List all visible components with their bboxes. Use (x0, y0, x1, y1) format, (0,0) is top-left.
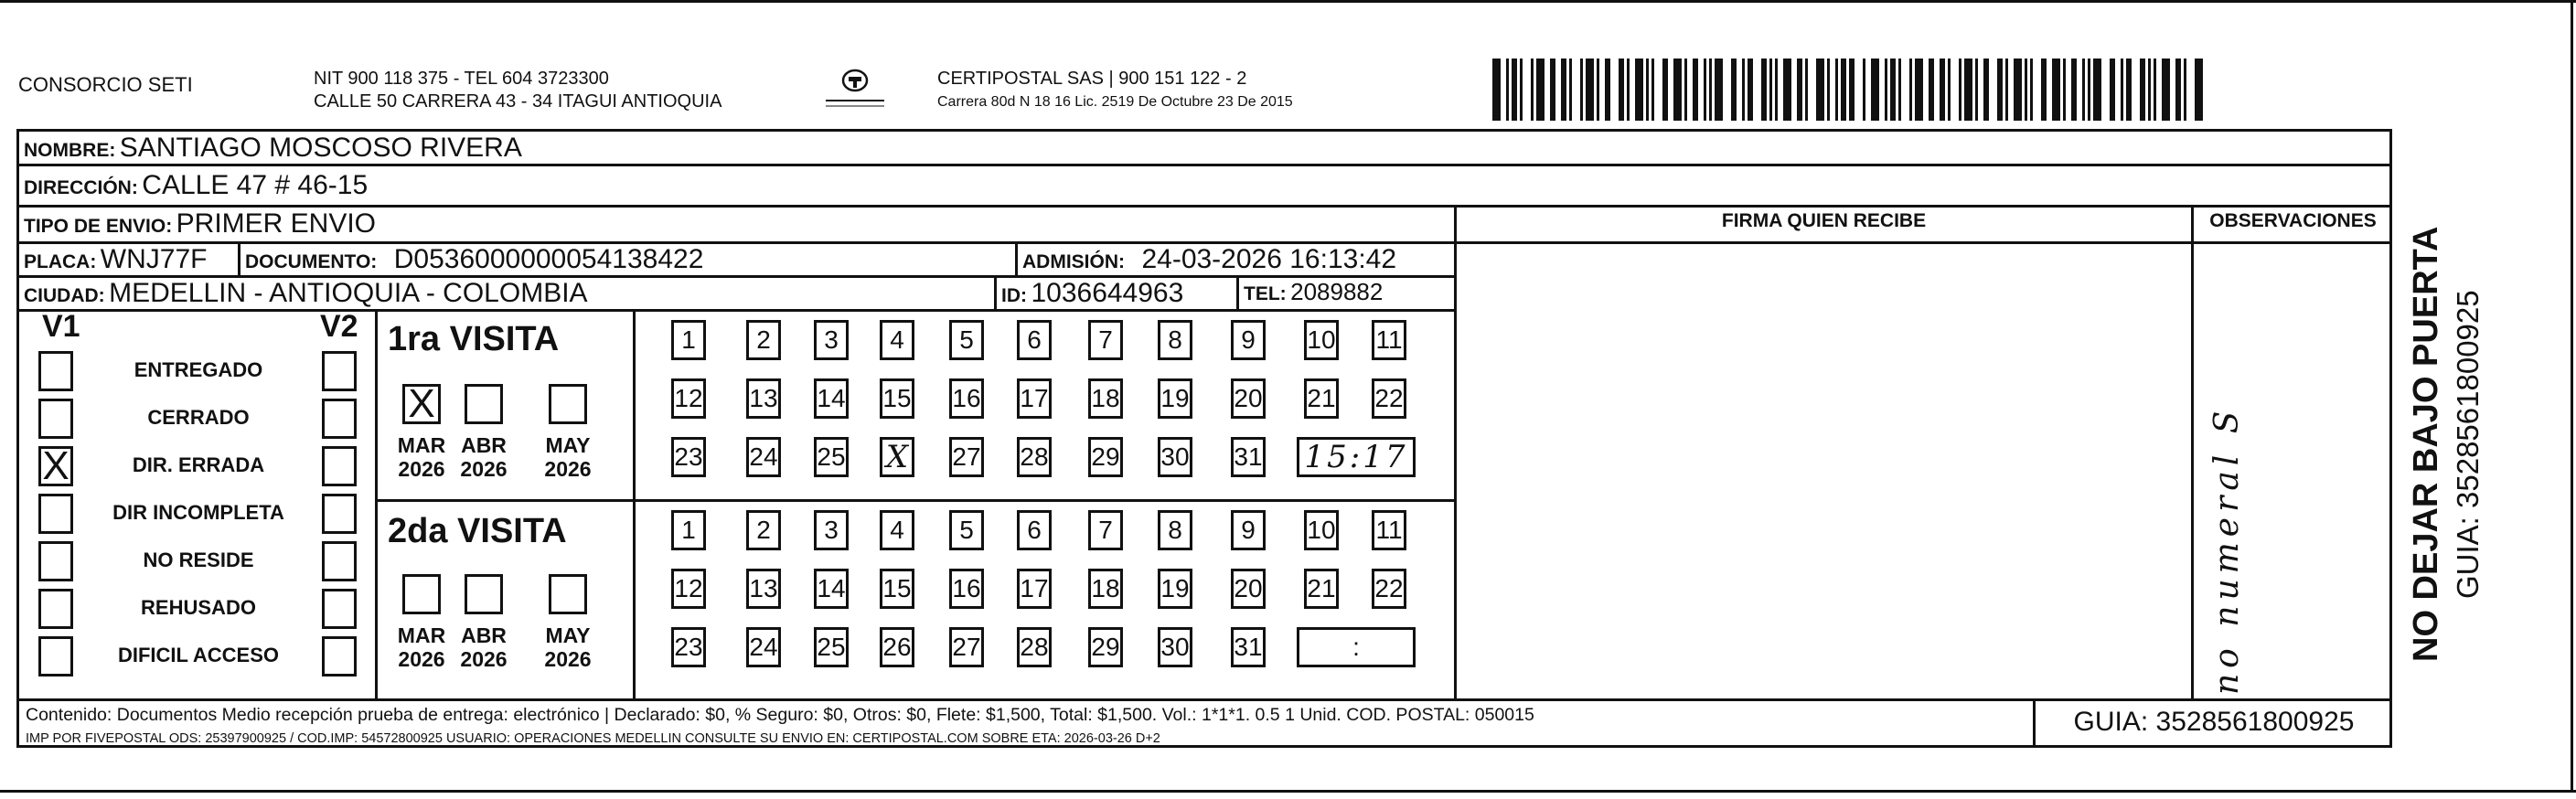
barcode-bar (1929, 59, 1934, 121)
v2-checkbox[interactable] (322, 494, 357, 534)
firma-header: FIRMA QUIEN RECIBE (1721, 210, 1927, 231)
first-visit-day[interactable]: 5 (949, 320, 984, 360)
barcode-bar (1816, 59, 1824, 121)
second-visit-year-label: 2026 (460, 647, 508, 671)
id-value: 1036644963 (1031, 278, 1184, 308)
barcode-bar (1835, 59, 1838, 121)
footer-content: Contenido: Documentos Medio recepción prueba de entrega: electrónico | Declarado: $0, % Seguro: $0, Otros: $0, Flete: $1,500, Total: $1,500. Vol.: 1*1*1. 0.5 1 Unid. COD. POSTAL: 050015 (26, 705, 1534, 725)
second-visit-day[interactable]: 15 (880, 569, 914, 609)
footer-guia: GUIA: 3528561800925 (2073, 707, 2355, 737)
second-visit-day[interactable]: 5 (949, 510, 984, 550)
second-visit-day[interactable]: 1 (671, 510, 706, 550)
barcode-bar (1520, 59, 1523, 121)
second-visit-day[interactable]: 23 (671, 627, 706, 667)
first-visit-month-checkbox[interactable]: X (402, 384, 441, 424)
barcode-bar (1885, 59, 1887, 121)
barcode-bar (2184, 59, 2186, 121)
barcode-bar (1915, 59, 1923, 121)
second-visit-day[interactable]: 21 (1304, 569, 1339, 609)
first-visit-day[interactable]: 2 (746, 320, 781, 360)
barcode-bar (1909, 59, 1912, 121)
first-visit-year-label: 2026 (460, 457, 508, 481)
second-visit-day[interactable]: 7 (1088, 510, 1123, 550)
first-visit-day[interactable]: 14 (814, 378, 849, 419)
barcode-bar (1997, 59, 2003, 121)
first-visit-day[interactable]: 4 (880, 320, 914, 360)
barcode-bar (1975, 59, 1978, 121)
v1-checkbox[interactable] (38, 494, 73, 534)
second-visit-month-checkbox[interactable] (402, 574, 441, 614)
documento-row (245, 244, 703, 275)
admision-label: ADMISIÓN: (1022, 251, 1125, 272)
second-visit-day[interactable]: 13 (746, 569, 781, 609)
first-visit-month-checkbox[interactable] (549, 384, 587, 424)
v2-checkbox[interactable] (322, 541, 357, 581)
first-visit-day[interactable]: 9 (1231, 320, 1266, 360)
first-visit-day[interactable]: 20 (1231, 378, 1266, 419)
first-visit-day[interactable]: 23 (671, 437, 706, 477)
barcode-bar (1580, 59, 1583, 121)
first-visit-day[interactable]: 22 (1372, 378, 1406, 419)
barcode-bar (2175, 59, 2181, 121)
barcode-bar (1871, 59, 1879, 121)
v2-checkbox[interactable] (322, 589, 357, 629)
barcode-bar (2014, 59, 2022, 121)
direccion-label: DIRECCIÓN: (24, 177, 138, 198)
barcode-bar (1605, 59, 1610, 121)
barcode-bar (2140, 59, 2145, 121)
observaciones-header: OBSERVACIONES (2209, 210, 2377, 231)
second-visit-day[interactable]: 12 (671, 569, 706, 609)
status-label: CERRADO (147, 406, 250, 429)
tel-label: TEL: (1244, 283, 1287, 304)
first-visit-day[interactable]: 1 (671, 320, 706, 360)
first-visit-day[interactable]: 3 (814, 320, 849, 360)
right-border (2571, 0, 2573, 793)
barcode-bar (1805, 59, 1808, 121)
v2-checkbox[interactable] (322, 446, 357, 486)
barcode-bar (1890, 59, 1896, 121)
barcode-bar (2041, 59, 2047, 121)
barcode-bar (1709, 59, 1712, 121)
barcode-bar (1550, 59, 1555, 121)
first-visit-day[interactable]: 7 (1088, 320, 1123, 360)
barcode-bar (2162, 59, 2170, 121)
second-visit-day[interactable]: 30 (1158, 627, 1192, 667)
first-visit-day[interactable]: 10 (1304, 320, 1339, 360)
v1-checkbox[interactable] (38, 589, 73, 629)
observations-handwriting: no numeral S (2208, 405, 2246, 695)
barcode-bar (1948, 59, 1951, 121)
v2-checkbox[interactable] (322, 636, 357, 676)
barcode-bar (1940, 59, 1945, 121)
barcode-bar (1964, 59, 1972, 121)
placa-value: WNJ77F (100, 244, 208, 274)
barcode-bar (1506, 59, 1509, 121)
barcode-bar (2005, 59, 2008, 121)
barcode-bar (1512, 59, 1517, 121)
barcode-bar (1635, 59, 1643, 121)
barcode-bar (1715, 59, 1723, 121)
side-guia: GUIA: 3528561800925 (2451, 290, 2485, 599)
status-label: DIR INCOMPLETA (112, 501, 284, 524)
first-visit-day[interactable]: X (880, 437, 914, 477)
nombre-label: NOMBRE: (24, 140, 116, 161)
barcode-bar (1531, 59, 1534, 121)
side-warning: NO DEJAR BAJO PUERTA (2407, 226, 2445, 662)
second-visit-day[interactable]: 19 (1158, 569, 1192, 609)
barcode-bar (1863, 59, 1865, 121)
first-visit-day[interactable]: 28 (1017, 437, 1052, 477)
second-visit-day[interactable]: 31 (1231, 627, 1266, 667)
barcode-bar (2126, 59, 2132, 121)
first-visit-day[interactable]: 16 (949, 378, 984, 419)
second-visit-day[interactable]: 17 (1017, 569, 1052, 609)
first-visit-day[interactable]: 31 (1231, 437, 1266, 477)
second-visit-year-label: 2026 (398, 647, 445, 671)
barcode-bar (1704, 59, 1706, 121)
barcode-bar (2110, 59, 2115, 121)
barcode-bar (2082, 59, 2085, 121)
first-visit-day[interactable]: 24 (746, 437, 781, 477)
first-visit-day[interactable]: 15 (880, 378, 914, 419)
barcode-bar (1684, 59, 1687, 121)
company-name: CONSORCIO SETI (18, 73, 193, 96)
barcode-bar (1619, 59, 1624, 121)
first-visit-day[interactable]: 12 (671, 378, 706, 419)
second-visit-month-label: MAY (545, 623, 591, 647)
barcode-bar (2088, 59, 2090, 121)
second-visit-day[interactable]: 10 (1304, 510, 1339, 550)
barcode-bar (1761, 59, 1767, 121)
tel-row (1244, 278, 1383, 306)
barcode-bar (1586, 59, 1594, 121)
v1-checkbox[interactable] (38, 636, 73, 676)
direccion-value: CALLE 47 # 46-15 (142, 170, 369, 200)
barcode-bar (2121, 59, 2123, 121)
barcode-bar (1731, 59, 1737, 121)
barcode-bar (1662, 59, 1668, 121)
barcode-bar (1627, 59, 1630, 121)
barcode-bar (1748, 59, 1753, 121)
first-visit-day[interactable]: 11 (1372, 320, 1406, 360)
first-visit-year-label: 2026 (544, 457, 592, 481)
second-visit-day[interactable]: 9 (1231, 510, 1266, 550)
v1-checkbox[interactable]: X (38, 446, 73, 486)
first-visit-day[interactable]: 21 (1304, 378, 1339, 419)
barcode-bar (1492, 59, 1501, 121)
first-visit-month-label: MAR (397, 433, 446, 457)
second-visit-time[interactable]: : (1297, 627, 1416, 667)
first-visit-day[interactable]: 27 (949, 437, 984, 477)
v1-checkbox[interactable] (38, 399, 73, 439)
first-visit-title: 1ra VISITA (388, 320, 560, 358)
first-visit-day[interactable]: 17 (1017, 378, 1052, 419)
status-label: DIFICIL ACCESO (117, 644, 279, 666)
barcode-bar (1898, 59, 1901, 121)
barcode-bar (2154, 59, 2156, 121)
address-line: CALLE 50 CARRERA 43 - 34 ITAGUI ANTIOQUIA (314, 91, 722, 112)
second-visit-day[interactable]: 11 (1372, 510, 1406, 550)
barcode-bar (1849, 59, 1855, 121)
barcode-bar (1742, 59, 1745, 121)
barcode-bar (2052, 59, 2060, 121)
second-visit-day[interactable]: 6 (1017, 510, 1052, 550)
barcode-bar (2195, 59, 2203, 121)
second-visit-day[interactable]: 26 (880, 627, 914, 667)
status-label: DIR. ERRADA (132, 453, 265, 476)
first-visit-day[interactable]: 19 (1158, 378, 1192, 419)
barcode-bar (2030, 59, 2033, 121)
barcode-bar (1775, 59, 1778, 121)
top-border (0, 0, 2576, 3)
status-label: NO RESIDE (143, 549, 254, 571)
first-visit-day[interactable]: 6 (1017, 320, 1052, 360)
first-visit-day[interactable]: 30 (1158, 437, 1192, 477)
barcode-bar (1827, 59, 1830, 121)
tipo-value: PRIMER ENVIO (176, 208, 377, 239)
second-visit-day[interactable]: 29 (1088, 627, 1123, 667)
barcode-bar (2148, 59, 2151, 121)
barcode-bar (1536, 59, 1545, 121)
admision-value: 24-03-2026 16:13:42 (1141, 244, 1397, 274)
barcode-bar (1597, 59, 1599, 121)
second-visit-day[interactable]: 14 (814, 569, 849, 609)
v2-checkbox[interactable] (322, 351, 357, 391)
second-visit-day[interactable]: 22 (1372, 569, 1406, 609)
first-visit-time[interactable]: 15:17 (1297, 437, 1416, 477)
barcode-bar (2025, 59, 2027, 121)
barcode-bar (1569, 59, 1572, 121)
second-visit-day[interactable]: 2 (746, 510, 781, 550)
certipostal-logo (818, 66, 892, 112)
first-visit-month-checkbox[interactable] (465, 384, 503, 424)
documento-label: DOCUMENTO: (245, 251, 378, 272)
barcode-bar (1673, 59, 1682, 121)
second-visit-day[interactable]: 24 (746, 627, 781, 667)
tipo-row (24, 208, 376, 240)
second-visit-month-checkbox[interactable] (549, 574, 587, 614)
second-visit-day[interactable]: 4 (880, 510, 914, 550)
nombre-value: SANTIAGO MOSCOSO RIVERA (119, 133, 522, 163)
second-visit-month-label: ABR (461, 623, 507, 647)
status-label: ENTREGADO (134, 358, 263, 381)
second-visit-day[interactable]: 16 (949, 569, 984, 609)
placa-row (24, 244, 207, 275)
id-label: ID: (1001, 285, 1027, 306)
barcode-bar (2093, 59, 2101, 121)
v1-checkbox[interactable] (38, 351, 73, 391)
second-visit-title: 2da VISITA (388, 512, 567, 550)
second-visit-day[interactable]: 28 (1017, 627, 1052, 667)
first-visit-day[interactable]: 25 (814, 437, 849, 477)
nit-line: NIT 900 118 375 - TEL 604 3723300 (314, 69, 609, 89)
barcode-bar (1561, 59, 1566, 121)
first-visit-day[interactable]: 18 (1088, 378, 1123, 419)
second-visit-day[interactable]: 27 (949, 627, 984, 667)
ciudad-value: MEDELLIN - ANTIOQUIA - COLOMBIA (109, 278, 588, 308)
second-visit-day[interactable]: 8 (1158, 510, 1192, 550)
v2-checkbox[interactable] (322, 399, 357, 439)
ciudad-label: CIUDAD: (24, 285, 105, 306)
direccion-row (24, 170, 368, 201)
barcode-bar (1841, 59, 1846, 121)
tipo-label: TIPO DE ENVIO: (24, 216, 173, 237)
certipostal-license: Carrera 80d N 18 16 Lic. 2519 De Octubre 23 De 2015 (937, 94, 1293, 110)
second-visit-month-checkbox[interactable] (465, 574, 503, 614)
first-visit-year-label: 2026 (398, 457, 445, 481)
barcode-bar (1651, 59, 1654, 121)
first-visit-day[interactable]: 13 (746, 378, 781, 419)
barcode-bar (1693, 59, 1698, 121)
barcode-bar (1797, 59, 1802, 121)
footer-printing: IMP POR FIVEPOSTAL ODS: 25397900925 / COD.IMP: 54572800925 USUARIO: OPERACIONES MEDELLIN CONSULTE SU ENVIO EN: CERTIPOSTAL.COM SOBRE ETA: 2026-03-26 D+2 (26, 731, 1160, 746)
bottom-border (0, 790, 2576, 793)
second-visit-year-label: 2026 (544, 647, 592, 671)
placa-label: PLACA: (24, 251, 97, 272)
first-visit-day[interactable]: 8 (1158, 320, 1192, 360)
first-visit-month-label: ABR (461, 433, 507, 457)
admision-row (1022, 244, 1396, 275)
status-label: REHUSADO (141, 596, 256, 619)
barcode-bar (1783, 59, 1791, 121)
barcode-bar (2071, 59, 2077, 121)
barcode-bar (1646, 59, 1649, 121)
v2-label: V2 (320, 309, 358, 344)
second-visit-month-label: MAR (397, 623, 446, 647)
id-row (1001, 278, 1183, 309)
second-visit-day[interactable]: 18 (1088, 569, 1123, 609)
nombre-row (24, 133, 522, 164)
first-visit-month-label: MAY (545, 433, 591, 457)
barcode-bar (1769, 59, 1772, 121)
v1-label: V1 (42, 309, 80, 344)
documento-value: D0536000000054138422 (393, 244, 704, 274)
second-visit-day[interactable]: 3 (814, 510, 849, 550)
v1-checkbox[interactable] (38, 541, 73, 581)
first-visit-day[interactable]: 29 (1088, 437, 1123, 477)
second-visit-day[interactable]: 25 (814, 627, 849, 667)
certipostal-title: CERTIPOSTAL SAS | 900 151 122 - 2 (937, 69, 1247, 89)
barcode (1492, 59, 2219, 121)
tel-value: 2089882 (1290, 278, 1384, 305)
ciudad-row (24, 278, 588, 309)
barcode-bar (2063, 59, 2066, 121)
second-visit-day[interactable]: 20 (1231, 569, 1266, 609)
barcode-bar (1983, 59, 1989, 121)
barcode-bar (1959, 59, 1961, 121)
